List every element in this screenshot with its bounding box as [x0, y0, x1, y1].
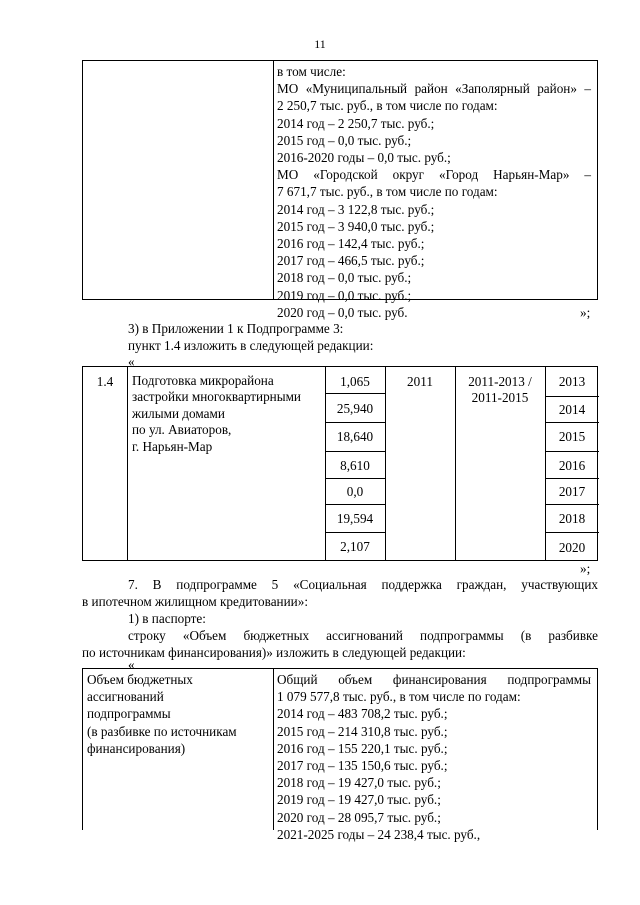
period-cell: 2011-2013 / — [468, 374, 532, 389]
column-divider — [385, 367, 386, 560]
item-name — [132, 373, 301, 455]
open-quote-mark: « — [128, 354, 135, 369]
row-divider — [545, 396, 599, 397]
text-line: 2 250,7 тыс. руб., в том числе по годам: — [277, 98, 498, 114]
row-label-line: Объем бюджетных — [87, 672, 193, 687]
text-line: 2016 год – 142,4 тыс. руб.; — [277, 236, 425, 252]
funding-line: Общий объем финансирования подпрограммы — [277, 672, 591, 687]
year-cell: 2020 — [558, 540, 586, 555]
item-name-line: Подготовка микрорайона — [132, 373, 274, 388]
text-line: 2015 год – 0,0 тыс. руб.; — [277, 132, 412, 148]
row-divider — [325, 478, 385, 479]
section-7-row-instruction-cont: по источникам финансирования)» изложить в следующей редакции: — [82, 645, 466, 660]
budget-allocation-table — [82, 668, 598, 842]
text-line: в том числе: — [277, 64, 346, 79]
text-line: 2017 год – 466,5 тыс. руб.; — [277, 253, 425, 269]
funding-line: 2017 год – 135 150,6 тыс. руб.; — [277, 758, 448, 774]
section-7-row-instruction: строку «Объем бюджетных ассигнований подпрограммы (в разбивке — [128, 628, 598, 643]
funding-line: 2021-2025 годы – 24 238,4 тыс. руб., — [277, 826, 481, 842]
section-7-paragraph-cont: в ипотечном жилищном кредитовании»: — [82, 594, 308, 609]
year-cell: 2013 — [558, 374, 586, 389]
text-line: 2014 год – 2 250,7 тыс. руб.; — [277, 115, 435, 131]
open-quote-mark: « — [128, 657, 135, 672]
value-cell: 0,0 — [346, 484, 364, 499]
item-name-line: застройки многоквартирными — [132, 389, 301, 405]
section-3-heading: 3) в Приложении 1 к Подпрограмме 3: — [128, 321, 344, 336]
funding-value-cell — [277, 671, 591, 843]
row-label-line: финансирования) — [87, 740, 186, 756]
funding-line: 2016 год – 155 220,1 тыс. руб.; — [277, 740, 448, 756]
column-divider — [273, 669, 274, 830]
row-divider — [325, 422, 385, 423]
column-divider — [273, 61, 274, 299]
year-cell: 2017 — [558, 484, 586, 499]
text-line: 2014 год – 3 122,8 тыс. руб.; — [277, 201, 435, 217]
row-divider — [545, 504, 599, 505]
row-divider — [325, 504, 385, 505]
row-divider — [545, 451, 599, 452]
text-line: 2020 год – 0,0 тыс. руб. — [277, 304, 408, 320]
column-divider — [127, 367, 128, 560]
row-divider — [545, 422, 599, 423]
item-name-line: по ул. Авиаторов, — [132, 422, 232, 438]
row-label-cell — [87, 671, 237, 757]
year-cell: 2016 — [558, 458, 586, 473]
funding-line: 2019 год – 19 427,0 тыс. руб.; — [277, 792, 441, 808]
value-cell: 1,065 — [340, 374, 370, 389]
funding-line: 2020 год – 28 095,7 тыс. руб.; — [277, 809, 441, 825]
row-label-line: подпрограммы — [87, 706, 171, 722]
value-cell: 25,940 — [336, 401, 374, 416]
close-quote-mark: »; — [580, 561, 591, 576]
value-cell: 19,594 — [336, 511, 374, 526]
row-divider — [325, 451, 385, 452]
row-divider — [325, 393, 385, 394]
start-year-cell: 2011 — [407, 374, 433, 389]
item-name-line: жилыми домами — [132, 405, 225, 421]
year-cell: 2015 — [558, 429, 586, 444]
text-line: 2019 год – 0,0 тыс. руб.; — [277, 287, 412, 303]
text-line: 2015 год – 3 940,0 тыс. руб.; — [277, 218, 435, 234]
item-name-line: г. Нарьян-Мар — [132, 438, 213, 454]
text-line: 2018 год – 0,0 тыс. руб.; — [277, 270, 412, 286]
funding-text-cell — [277, 63, 591, 321]
row-label-line: ассигнований — [87, 689, 164, 705]
funding-line: 2014 год – 483 708,2 тыс. руб.; — [277, 706, 448, 722]
row-divider — [545, 478, 599, 479]
text-line: 2016-2020 годы – 0,0 тыс. руб.; — [277, 150, 451, 166]
period-cell: 2011-2015 — [471, 390, 529, 405]
text-line: МО «Муниципальный район «Заполярный район» – — [277, 81, 591, 97]
funding-line: 1 079 577,8 тыс. руб., в том числе по годам: — [277, 689, 521, 705]
funding-table-continuation — [82, 60, 598, 320]
item-1-4-table — [82, 366, 598, 561]
value-cell: 18,640 — [336, 429, 374, 444]
year-cell: 2014 — [558, 402, 586, 417]
section-3-instruction: пункт 1.4 изложить в следующей редакции: — [128, 338, 374, 353]
page-number: 11 — [314, 37, 326, 51]
funding-line: 2018 год – 19 427,0 тыс. руб.; — [277, 775, 441, 791]
section-7-item-1: 1) в паспорте: — [128, 611, 206, 626]
row-divider — [325, 532, 385, 533]
section-7-paragraph: 7. В подпрограмме 5 «Социальная поддержка граждан, участвующих — [128, 577, 598, 592]
text-line: МО «Городской округ «Город Нарьян-Мар» – — [277, 167, 591, 183]
year-cell: 2018 — [558, 511, 586, 526]
funding-line: 2015 год – 214 310,8 тыс. руб.; — [277, 723, 448, 739]
value-cell: 8,610 — [340, 458, 370, 473]
row-label-line: (в разбивке по источникам — [87, 723, 237, 739]
close-quote-mark: »; — [580, 305, 591, 320]
item-number: 1.4 — [96, 374, 114, 389]
text-line: 7 671,7 тыс. руб., в том числе по годам: — [277, 184, 498, 200]
row-divider — [545, 532, 599, 533]
value-cell: 2,107 — [340, 539, 370, 554]
